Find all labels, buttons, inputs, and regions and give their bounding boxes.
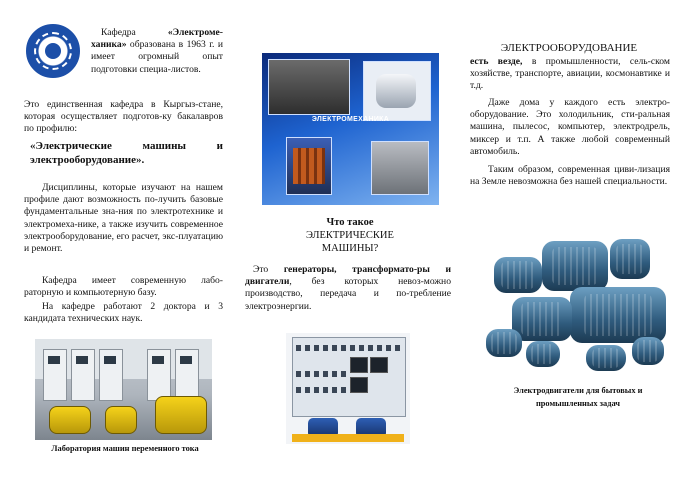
civilization-paragraph: Таким образом, современная циви-лизация на Земле невозможна без нашей специальности. (470, 164, 670, 188)
motors-photo (482, 233, 674, 375)
lab-photo (35, 339, 212, 440)
lab-photo-caption: Лаборатория машин переменного тока (51, 444, 199, 453)
question-line-1: Что такое (326, 217, 374, 228)
everywhere-bold: есть везде, (470, 56, 523, 67)
electromechanics-collage (262, 53, 439, 205)
university-logo (26, 24, 80, 78)
intro-paragraph (91, 27, 223, 76)
motors-caption-line-1: Электродвигатели для бытовых и (513, 386, 643, 395)
unique-paragraph: Это единственная кафедра в Кыргыз-стане, которая осуществляет подготов-ку бакалавров по профилю: (24, 99, 223, 135)
question-heading (245, 216, 455, 255)
question-line-2: ЭЛЕКТРИЧЕСКИЕ (306, 230, 394, 241)
everywhere-paragraph (470, 56, 670, 93)
staff-paragraph: На кафедре работают 2 доктора и 3 кандидата технических наук. (24, 301, 223, 325)
answer-prefix: Это (253, 264, 284, 275)
home-paragraph: Даже дома у каждого есть электро-оборудование. Это холодильник, сти-ральная машина, пылесос, компьютер, электродрель, миксер и т.п. А также любой современный автомобиль. (470, 97, 670, 157)
answer-rest: , без которых невоз-можно производство, передача и по-требление электроэнергии. (245, 276, 451, 312)
machines-answer (245, 264, 451, 313)
answer-bold: генераторы, трансформато-ры и двигатели (245, 264, 451, 288)
motors-caption-line-2: промышленных задач (535, 399, 621, 408)
lab-stand-photo (286, 333, 410, 444)
motors-photo-caption (480, 384, 676, 410)
everywhere-rest: в промышленности, сель-ском хозяйстве, транспорте, авиации, космонавтике и т.д. (470, 56, 670, 92)
profile-title: «Электрические машины и электрооборудование». (30, 140, 223, 166)
disciplines-paragraph: Дисциплины, которые изучают на нашем профиле дают возможность по-лучить базовые фундаментальные зна-ния по электротехнике и электромеха-нике, а также изучить современное электрооборудование, его расчет, экс-плуатацию и ремонт. (24, 182, 223, 255)
labs-paragraph: Кафедра имеет современную лабо-раторную и компьютерную базу. (24, 275, 223, 299)
equipment-heading: ЭЛЕКТРООБОРУДОВАНИЕ (500, 42, 638, 54)
intro-prefix: Кафедра (101, 27, 168, 38)
question-line-3: МАШИНЫ? (321, 243, 379, 254)
collage-label: ЭЛЕКТРОМЕХАНИКА (311, 116, 390, 123)
department-name: «Электроме-ханика» (91, 27, 223, 51)
intro-rest: образована в 1963 г. и имеет огромный опыт подготовки специа-листов. (91, 39, 223, 75)
